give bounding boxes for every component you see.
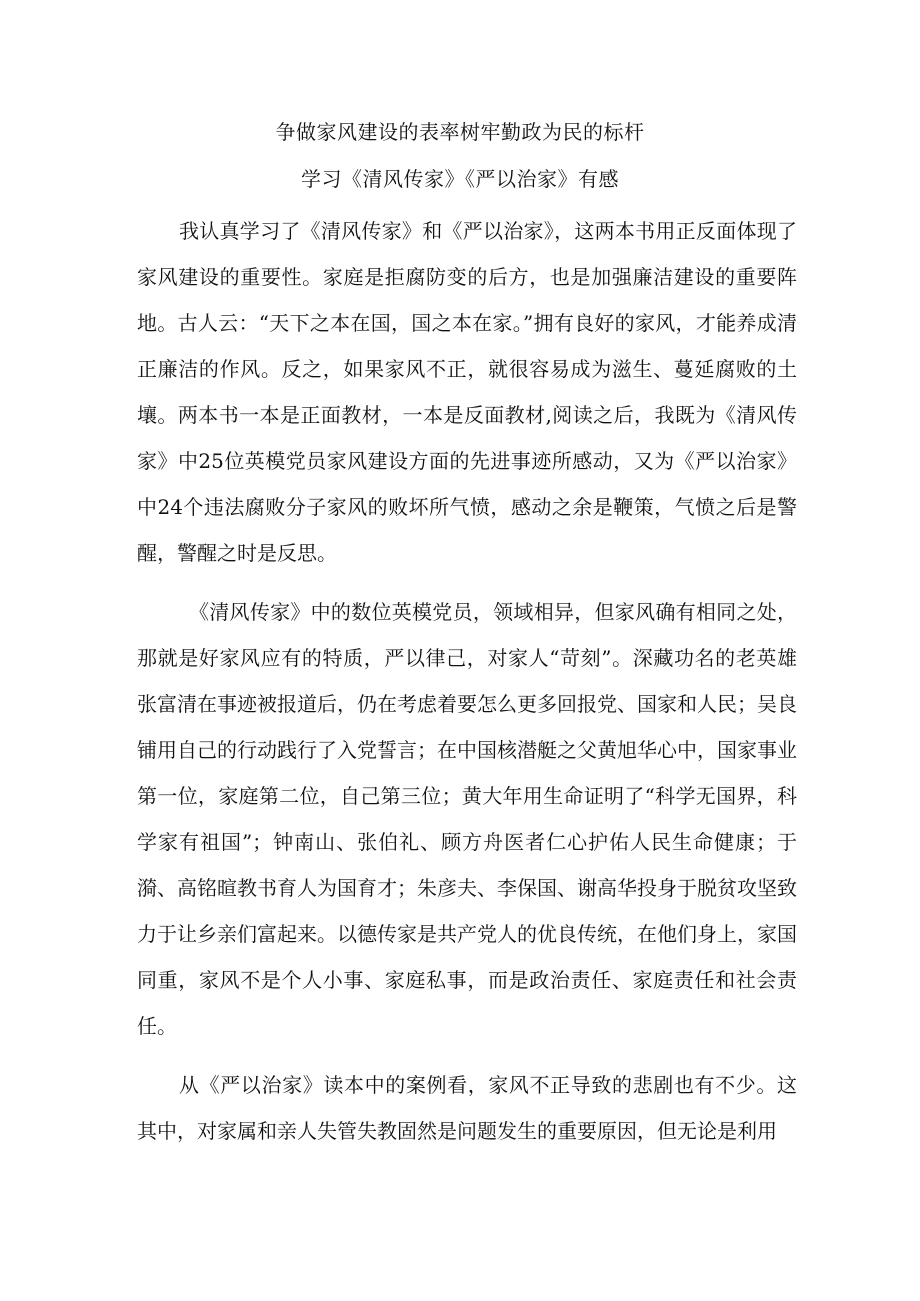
document-body <box>137 208 797 1154</box>
document-subtitle: 学习《清风传家》《严以治家》有感 <box>301 167 619 191</box>
document-title: 争做家风建设的表率树牢勤政为民的标杆 <box>275 120 645 144</box>
paragraph-1: 我认真学习了《清风传家》和《严以治家》，这两本书用正反面体现了家风建设的重要性。家庭是拒腐防变的后方，也是加强廉洁建设的重要阵地。古人云：“天下之本在国，国之本在家。”拥有良好的家风，才能养成清正廉洁的作风。反之，如果家风不正，就很容易成为滋生、蔓延腐败的土壤。两本书一本是正面教材，一本是反面教材,阅读之后，我既为《清风传家》中25位英模党员家风建设方面的先进事迹所感动，又为《严以治家》中24个违法腐败分子家风的败坏所气愤，感动之余是鞭策，气愤之后是警醒，警醒之时是反思。 <box>137 219 797 565</box>
paragraph-2: 《清风传家》中的数位英模党员，领域相异，但家风确有相同之处，那就是好家风应有的特质，严以律己，对家人“苛刻”。深藏功名的老英雄张富清在事迹被报道后，仍在考虑着要怎么更多回报党、国家和人民；吴良铺用自己的行动践行了入党誓言；在中国核潜艇之父黄旭华心中，国家事业第一位，家庭第二位，自己第三位；黄大年用生命证明了“科学无国界，科学家有祖国”；钟南山、张伯礼、顾方舟医者仁心护佑人民生命健康；于漪、高铭暄教书育人为国育才；朱彦夫、李保国、谢高华投身于脱贫攻坚致力于让乡亲们富起来。以德传家是共产党人的优良传统，在他们身上，家国同重，家风不是个人小事、家庭私事，而是政治责任、家庭责任和社会责任。 <box>137 600 797 1038</box>
paragraph-3: 从《严以治家》读本中的案例看，家风不正导致的悲剧也有不少。这其中，对家属和亲人失管失教固然是问题发生的重要原因，但无论是利用 <box>137 1073 797 1143</box>
